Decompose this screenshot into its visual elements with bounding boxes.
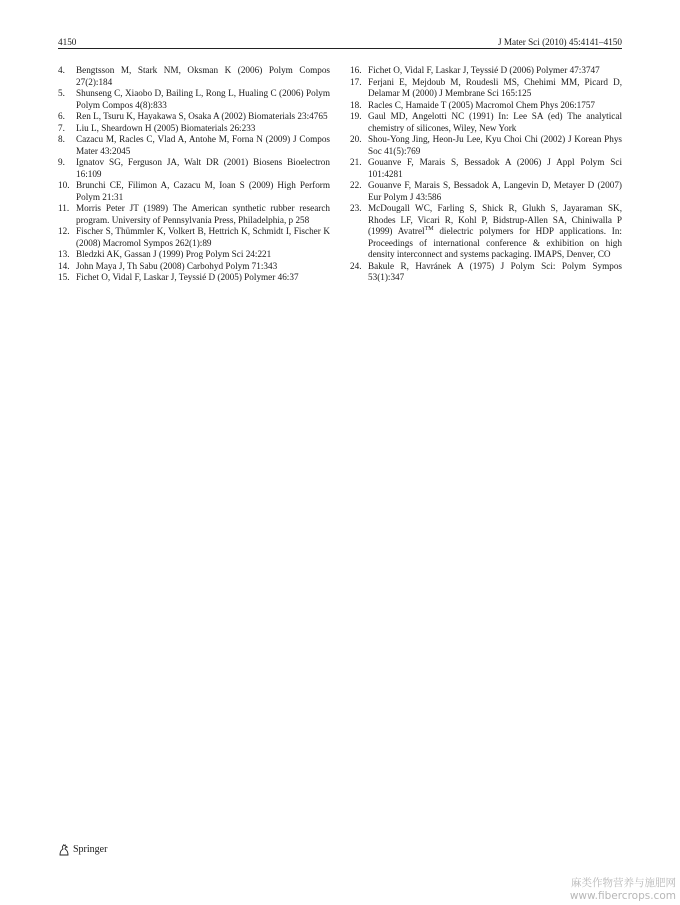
journal-reference: J Mater Sci (2010) 45:4141–4150: [497, 37, 622, 47]
references-column-left: [58, 65, 330, 284]
reference-item: [350, 134, 622, 157]
reference-item: [350, 261, 622, 284]
reference-item: [58, 261, 330, 273]
springer-logo: [58, 843, 107, 855]
reference-number: 19.: [350, 111, 362, 121]
reference-item: [58, 111, 330, 123]
reference-text: Gaul MD, Angelotti NC (1991) In: Lee SA (ed) The analytical chemistry of silicones, Wiley, New York: [368, 111, 622, 133]
reference-number: 14.: [58, 260, 70, 271]
reference-item: [58, 88, 330, 111]
reference-item: [58, 180, 330, 203]
reference-number: 12.: [58, 226, 70, 236]
reference-number: 21.: [350, 157, 362, 167]
references-column-right: [350, 65, 622, 284]
watermark: [570, 877, 676, 903]
reference-number: 10.: [58, 180, 70, 190]
reference-text: Cazacu M, Racles C, Vlad A, Antohe M, Forna N (2009) J Compos Mater 43:2045: [76, 134, 330, 156]
reference-text: Morris Peter JT (1989) The American synthetic rubber research program. University of Pennsylvania Press, Philadelphia, p 258: [76, 203, 330, 225]
reference-text: Brunchi CE, Filimon A, Cazacu M, Ioan S (2009) High Perform Polym 21:31: [76, 180, 330, 202]
reference-number: 8.: [58, 134, 65, 144]
reference-text: Racles C, Hamaide T (2005) Macromol Chem Phys 206:1757: [368, 99, 596, 110]
reference-text: Shou-Yong Jing, Heon-Ju Lee, Kyu Choi Chi (2002) J Korean Phys Soc 41(5):769: [368, 134, 622, 156]
reference-item: [58, 226, 330, 249]
reference-item: [350, 111, 622, 134]
reference-number: 4.: [58, 65, 65, 75]
reference-number: 16.: [350, 65, 362, 75]
reference-text: Ignatov SG, Ferguson JA, Walt DR (2001) Biosens Bioelectron 16:109: [76, 157, 330, 179]
trademark-superscript: TM: [424, 225, 434, 232]
watermark-site-name: 麻类作物营养与施肥网: [571, 877, 676, 889]
reference-text: John Maya J, Th Sabu (2008) Carbohyd Polym 71:343: [76, 260, 278, 271]
reference-text: Ren L, Tsuru K, Hayakawa S, Osaka A (2002) Biomaterials 23:4765: [76, 111, 328, 121]
reference-number: 5.: [58, 88, 65, 98]
reference-text: Bakule R, Havránek A (1975) J Polym Sci: Polym Sympos 53(1):347: [368, 260, 622, 282]
reference-number: 11.: [58, 203, 70, 213]
reference-item: [350, 180, 622, 203]
reference-text: Bledzki AK, Gassan J (1999) Prog Polym Sci 24:221: [76, 249, 272, 259]
reference-item: [58, 123, 330, 135]
reference-number: 7.: [58, 122, 65, 133]
reference-number: 23.: [350, 203, 362, 213]
reference-number: 18.: [350, 99, 362, 110]
springer-horse-icon: [58, 843, 70, 855]
reference-item: [58, 272, 330, 284]
reference-number: 24.: [350, 260, 362, 271]
reference-text: Fischer S, Thümmler K, Volkert B, Hettrich K, Schmidt I, Fischer K (2008) Macromol Sympos 262(1):89: [76, 226, 330, 248]
reference-item: [350, 77, 622, 100]
reference-text: Liu L, Sheardown H (2005) Biomaterials 26:233: [76, 122, 256, 133]
reference-text-before: McDougall WC, Farling S, Shick R, Glukh S, Jayaraman SK, Rhodes LF, Vicari R, Kohl P, Bidstrup-Allen SA, Chiniwalla P (1999) Avatrel: [368, 203, 622, 236]
reference-item: [350, 100, 622, 112]
reference-number: 9.: [58, 157, 65, 167]
reference-text: Fichet O, Vidal F, Laskar J, Teyssié D (2005) Polymer 46:37: [76, 272, 299, 282]
reference-item: [58, 65, 330, 88]
reference-number: 13.: [58, 249, 70, 259]
reference-number: 20.: [350, 134, 362, 144]
reference-text: Ferjani E, Mejdoub M, Roudesli MS, Chehimi MM, Picard D, Delamar M (2000) J Membrane Sci 165:125: [368, 76, 622, 98]
reference-text: Fichet O, Vidal F, Laskar J, Teyssié D (2006) Polymer 47:3747: [368, 65, 600, 75]
reference-text: Bengtsson M, Stark NM, Oksman K (2006) Polym Compos 27(2):184: [76, 65, 330, 87]
watermark-url: www.fibercrops.com: [569, 890, 676, 902]
reference-item: [350, 157, 622, 180]
reference-number: 17.: [350, 76, 362, 87]
reference-text-after: dielectric polymers for HDP applications. In: Proceedings of international conference & exhibition on high density interconnect and systems packaging. IMAPS, Denver, CO: [368, 226, 622, 259]
page-number: 4150: [58, 37, 77, 47]
reference-text: Shunseng C, Xiaobo D, Bailing L, Rong L, Hualing C (2006) Polym Polym Compos 4(8):833: [76, 88, 330, 110]
header-rule: [58, 48, 622, 49]
reference-number: 22.: [350, 180, 362, 190]
reference-number: 6.: [58, 111, 65, 121]
reference-item: [58, 249, 330, 261]
reference-item: [350, 65, 622, 77]
publisher-name: Springer: [73, 843, 108, 855]
reference-item: [58, 134, 330, 157]
reference-item: [350, 203, 622, 261]
reference-text: Gouanve F, Marais S, Bessadok A, Langevin D, Metayer D (2007) Eur Polym J 43:586: [368, 180, 622, 202]
reference-item: [58, 203, 330, 226]
reference-text: Gouanve F, Marais S, Bessadok A (2006) J Appl Polym Sci 101:4281: [368, 157, 622, 179]
reference-item: [58, 157, 330, 180]
reference-number: 15.: [58, 272, 70, 282]
